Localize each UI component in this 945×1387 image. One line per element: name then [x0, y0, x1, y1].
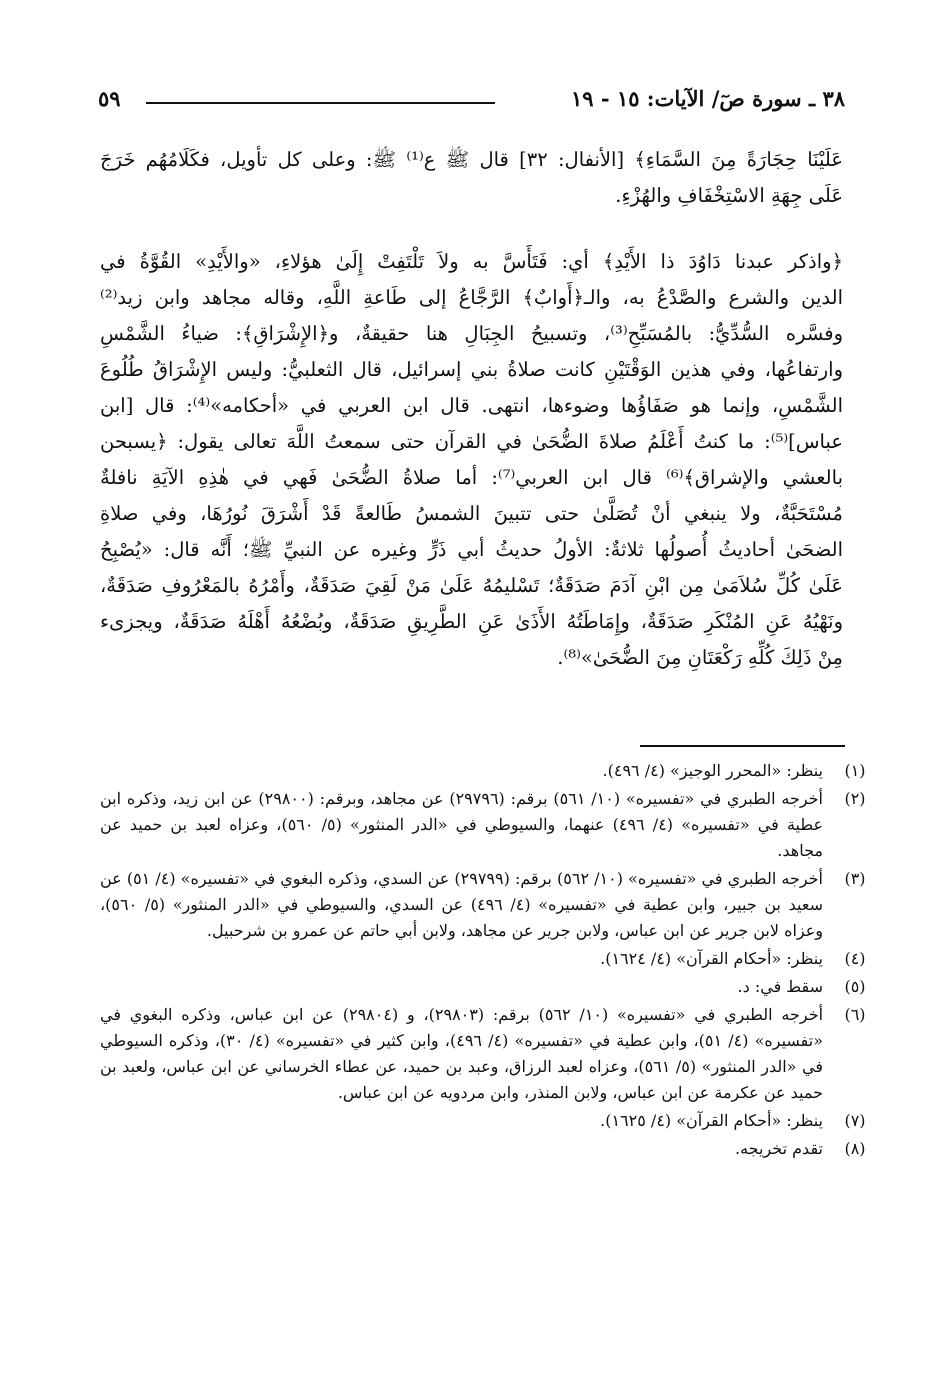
paragraph-1	[100, 142, 843, 214]
header-title: ٣٨ ـ سورة صٓ/ الآيات: ١٥ - ١٩	[571, 86, 845, 111]
text-line: وفسَّره السُّدِّيُّ: بالمُسَبِّحِ⁽³⁾، وتسبيحُ الجِبَالِ هنا حقيقةٌ، و﴿الإِشْرَاقِ﴾: ضياءُ الشَّمْسِ	[100, 322, 843, 345]
text-line: ونَهْيُهُ عَنِ المُنْكَرِ صَدَقَةٌ، وإِمَاطَتُهُ الأَذَىٰ عَنِ الطَّرِيقِ صَدَقَةٌ، وبُضْعُهُ أَهْلَهُ صَدَقَةٌ، ويجزىء	[100, 610, 843, 633]
text-line: الدين والشرع والصَّدْعُ به، والـ﴿أَوابٌ﴾ الرَّجَّاعُ إلى طَاعةِ اللَّهِ، وقاله مجاهد وابن زيد⁽²⁾	[100, 286, 843, 309]
footnote-number: (٣)	[844, 869, 866, 888]
text-line: عَلَيْنَا حِجَارَةً مِنَ السَّمَاءِ﴾ [الأنفال: ٣٢] قال ﷺ ع⁽¹⁾ ﷺ: وعلى كل تأويل، فكَلَامُهُم خَرَجَ	[100, 148, 843, 171]
footnote-1	[100, 758, 875, 784]
footnote-text: أخرجه الطبري في «تفسيره» (١٠/ ٥٦٢) برقم: (٢٩٧٩٩) عن السدي، وذكره البغوي في «تفسيره» (٤/ ٥١) عن سعيد بن جبير، وابن عطية في «تفسيره» (٤/ ٤٩٦) عن السدي، والسيوطي في «الدر المنثور» (٥/ ٥٦٠)، وعزاه لابن جرير عن ابن عباس، ولابن جرير عن مجاهد، ولابن أبي حاتم عن عمرو بن شرحبيل.	[100, 869, 823, 940]
footnotes	[100, 758, 875, 1164]
text-line: الضحَىٰ أحاديثُ أُصولُها ثلاثةٌ: الأولُ حديثُ أبي ذَرٍّ وغيره عن النبيِّ ﷺ؛ أَنَّه قال: «يُصْبِحُ	[100, 538, 843, 561]
footnote-7	[100, 1108, 875, 1134]
footnote-number: (٧)	[844, 1111, 866, 1130]
paragraph-2	[100, 244, 843, 676]
footnote-text: أخرجه الطبري في «تفسيره» (١٠/ ٥٦٢) برقم: (٢٩٨٠٣)، و (٢٩٨٠٤) عن ابن عباس، وذكره البغوي في «تفسيره» (٤/ ٥١)، وابن عطية في «تفسيره» (٤/ ٤٩٦)، وابن كثير في «تفسيره» (٤/ ٣٠)، وذكره السيوطي في «الدر المنثور» (٥/ ٥٦١)، وعزاه لعبد الرزاق، وعبد بن حميد، عن عطاء الخرساني عن ابن عباس، ولعبد بن حميد عن عكرمة عن ابن عباس، ولابن المنذر، وابن مردويه عن ابن عباس.	[100, 1005, 824, 1102]
footnote-text: سقط في: د.	[737, 977, 823, 996]
footnote-number: (٨)	[844, 1139, 866, 1158]
header-rule	[146, 102, 495, 104]
running-header	[98, 86, 845, 120]
text-line: عَلَىٰ كُلِّ سُلاَمَىٰ مِن ابْنِ آدَمَ صَدَقَةٌ؛ تَسْليمُهُ عَلَىٰ مَنْ لَقِيَ صَدَقَةٌ، وأَمْرُهُ بالمَعْرُوفِ صَدَقَةٌ،	[100, 574, 843, 597]
footnote-number: (٥)	[844, 977, 866, 996]
footnote-number: (٦)	[844, 1005, 866, 1024]
text-line: بالعشي والإشراق﴾⁽⁶⁾ قال ابن العربي⁽⁷⁾: أما صلاةُ الضُّحَىٰ فَهي في هٰذِهِ الآيَةِ نافلةٌ	[100, 466, 843, 489]
footnote-6	[100, 1002, 875, 1106]
text-line: عَلَى جِهَةِ الاسْتِخْفَافِ والهُزْءِ.	[615, 184, 843, 207]
text-line: وارتفاعُها، وفي هذين الوَقْتَيْنِ كانت صلاةُ بني إسرائيل، قال الثعلبيُّ: وليس الإِشْرَاقُ طُلُوعَ	[100, 358, 843, 381]
footnote-number: (٤)	[844, 949, 866, 968]
main-text	[100, 142, 843, 676]
page-number: ٥٩	[98, 86, 121, 111]
footnote-3	[100, 866, 875, 944]
footnote-separator	[640, 745, 845, 747]
footnote-text: ينظر: «أحكام القرآن» (٤/ ١٦٢٥).	[600, 1111, 823, 1130]
text-line: مُسْتَحَبَّةٌ، ولا ينبغي أنْ تُصَلَّىٰ حتى تتبينَ الشمسُ طَالعةً قَدْ أَشْرَقَ نُورُهَا، وفي صلاةِ	[100, 502, 843, 525]
footnote-2	[100, 786, 875, 864]
text-line: ﴿واذكر عبدنا دَاوُدَ ذا الأَيْدِ﴾ أي: فَتَأَسَّ به ولاَ تَلْتَفِتْ إِلَىٰ هؤلاءِ، «والأَيْدِ» القُوَّةُ في	[100, 250, 843, 273]
text-line: عباس]⁽⁵⁾: ما كنتُ أَعْلَمُ صلاةَ الضُّحَىٰ في القرآن حتى سمعتُ اللَّهَ تعالى يقول: ﴿يسبحن	[100, 430, 843, 453]
footnote-number: (١)	[844, 761, 866, 780]
text-line: مِنْ ذَلِكَ كُلِّهِ رَكْعَتَانِ مِنَ الضُّحَىٰ»⁽⁸⁾.	[557, 646, 843, 669]
footnote-4	[100, 946, 875, 972]
footnote-number: (٢)	[844, 789, 866, 808]
footnote-text: ينظر: «أحكام القرآن» (٤/ ١٦٢٤).	[600, 949, 823, 968]
footnote-5	[100, 974, 875, 1000]
text-line: الشَّمْسِ، وإنما هو صَفَاؤُها وضوءها، انتهى. قال ابن العربي في «أحكامه»⁽⁴⁾: قال [ابن	[100, 394, 844, 417]
footnote-8	[100, 1136, 875, 1162]
footnote-text: ينظر: «المحرر الوجيز» (٤/ ٤٩٦).	[602, 761, 823, 780]
footnote-text: أخرجه الطبري في «تفسيره» (١٠/ ٥٦١) برقم: (٢٩٧٩٦) عن مجاهد، وبرقم: (٢٩٨٠٠) عن ابن زيد، وذكره ابن عطية في «تفسيره» (٤/ ٤٩٦) عنهما، والسيوطي في «الدر المنثور» (٥/ ٥٦٠)، وعزاه لعبد بن حميد عن مجاهد.	[100, 789, 824, 860]
footnote-text: تقدم تخريجه.	[735, 1139, 823, 1158]
